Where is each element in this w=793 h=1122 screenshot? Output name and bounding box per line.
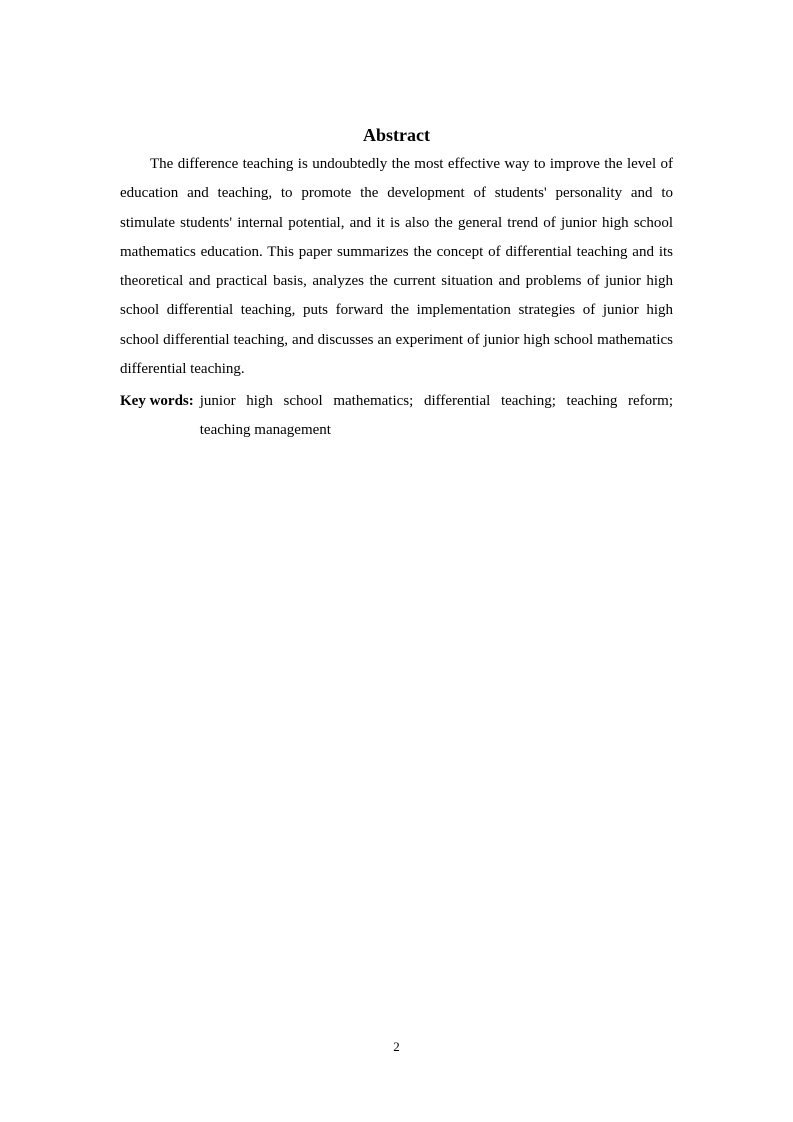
keywords-line-2: teaching management [199,422,331,438]
page-number: 2 [393,1039,400,1054]
keywords-line-1: junior high school mathematics; differential teaching; teaching reform; [199,393,673,409]
keywords-list [200,387,673,445]
abstract-paragraph: The difference teaching is undoubtedly the most effective way to improve the level of education and teaching, to promote the development of students' personality and to stimulate students' internal potential, and it is also the general trend of junior high school mathematics education. This paper summarizes the concept of differential teaching and its theoretical and practical basis, analyzes the current situation and problems of junior high school differential teaching, puts forward the implementation strategies of junior high school differential teaching, and discusses an experiment of junior high school mathematics differential teaching. [120,156,673,378]
keywords-section [120,387,673,445]
keywords-label: Key words: [120,393,194,409]
abstract-title: Abstract [363,125,430,145]
